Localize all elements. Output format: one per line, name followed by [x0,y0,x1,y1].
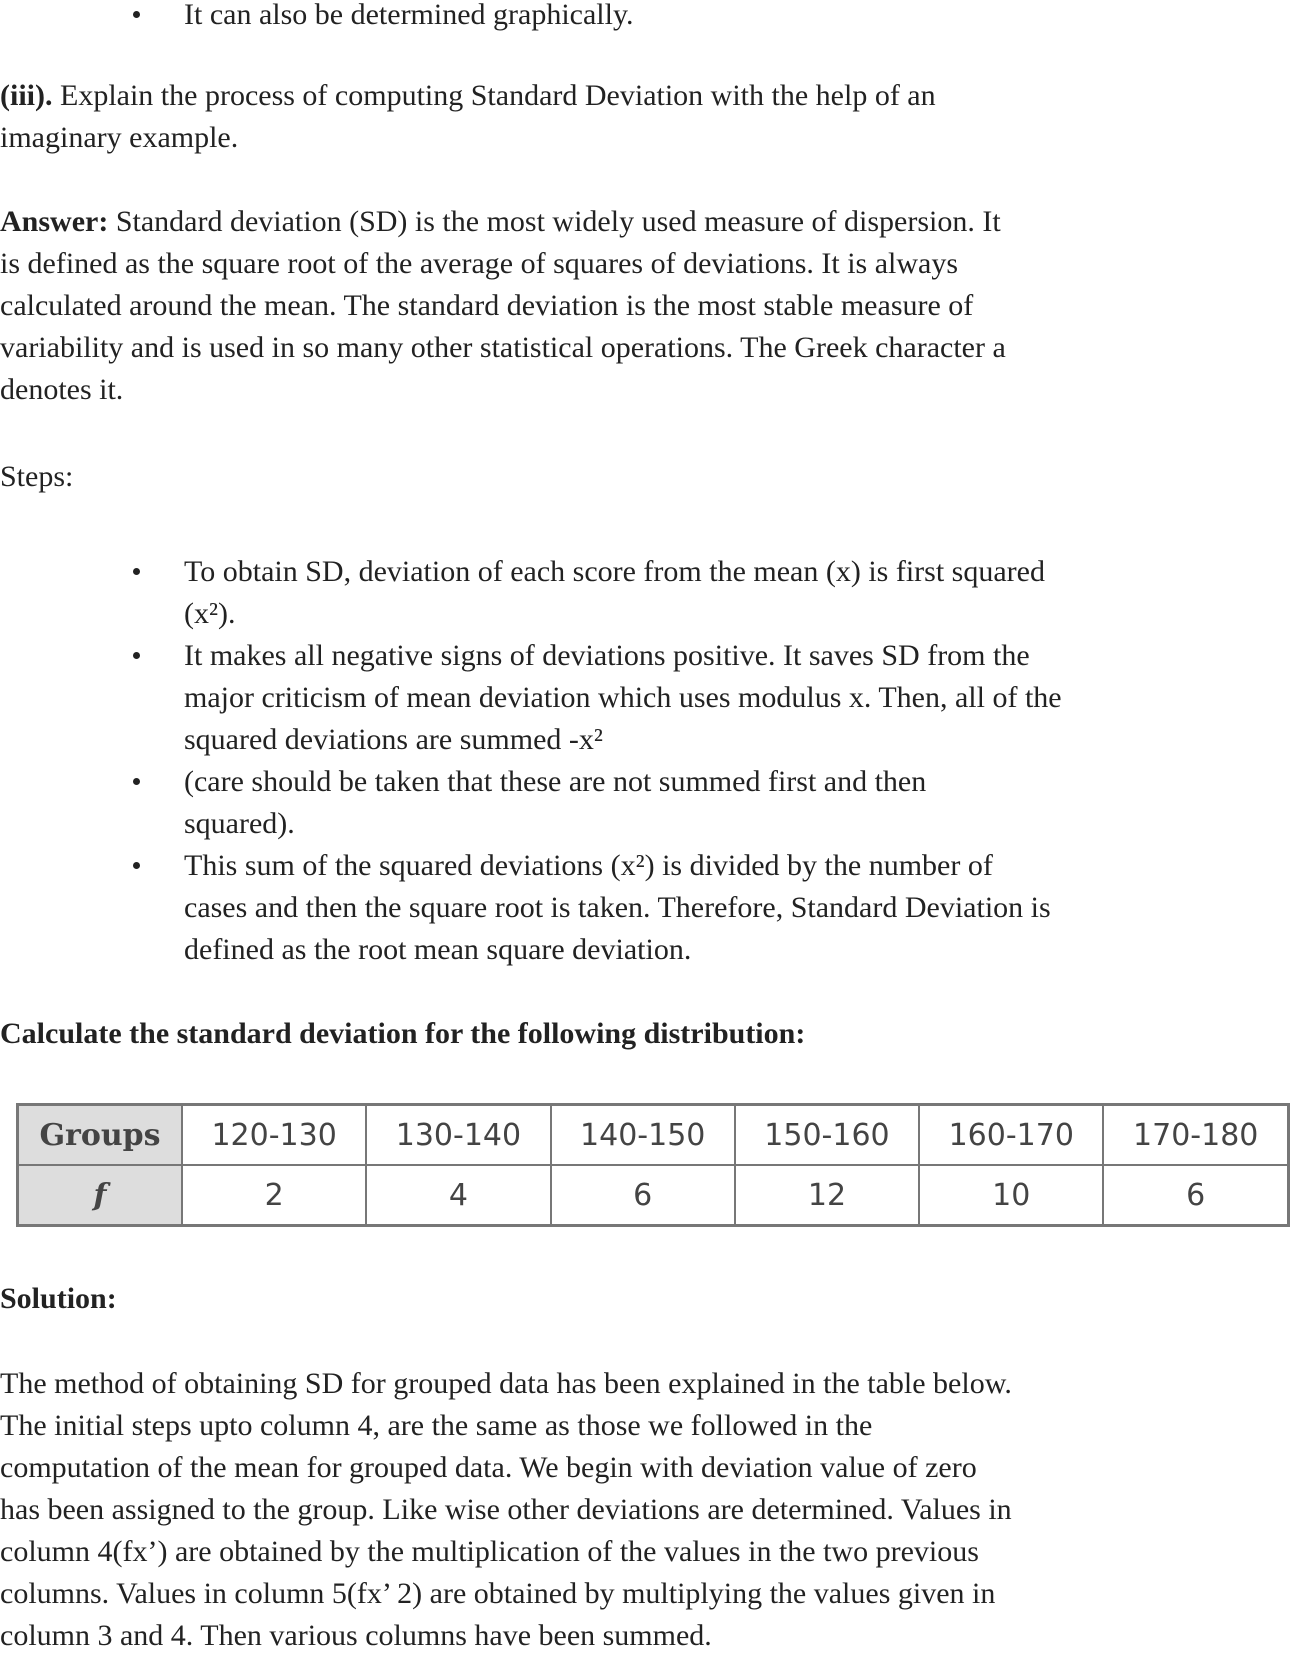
row-header: Groups [18,1105,183,1166]
step-item [184,551,1296,635]
step-item [184,845,1296,971]
table-cell: 170-180 [1103,1105,1288,1166]
solution-line: The method of obtaining SD for grouped data has been explained in the table below. [0,1367,1012,1400]
step-text: cases and then the square root is taken. Therefore, Standard Deviation is [184,891,1051,924]
bullet-icon [133,652,140,659]
answer-text: calculated around the mean. The standard deviation is the most stable measure of [0,289,974,322]
bullet-icon [133,11,140,18]
step-text: squared). [184,807,295,840]
answer-text: denotes it. [0,373,124,406]
step-text: This sum of the squared deviations (x²) is divided by the number of [184,849,993,882]
answer [0,201,1296,411]
solution-line: columns. Values in column 5(fx’ 2) are obtained by multiplying the values given in [0,1577,996,1610]
table-cell: 140-150 [551,1105,735,1166]
table-cell: 10 [919,1165,1103,1226]
solution-text [0,1363,1296,1657]
step-text: (care should be taken that these are not summed first and then [184,765,927,798]
table-row [18,1165,1289,1226]
table-cell: 160-170 [919,1105,1103,1166]
steps-label: Steps: [0,460,74,493]
table-cell: 2 [182,1165,366,1226]
solution-label: Solution: [0,1282,117,1315]
question-text: imaginary example. [0,121,239,154]
step-item [184,761,1296,845]
question-label: (iii). [0,79,53,112]
answer-text: is defined as the square root of the average of squares of deviations. It is always [0,247,959,280]
calc-heading: Calculate the standard deviation for the following distribution: [0,1017,806,1050]
step-text: It makes all negative signs of deviations positive. It saves SD from the [184,639,1030,672]
table-cell: 6 [551,1165,735,1226]
step-text: major criticism of mean deviation which uses modulus x. Then, all of the [184,681,1062,714]
step-text: defined as the root mean square deviation. [184,933,692,966]
row-header: f [18,1165,183,1226]
question [0,75,1296,159]
step-text: squared deviations are summed -x² [184,723,603,756]
step-text: (x²). [184,597,236,630]
solution-line: The initial steps upto column 4, are the same as those we followed in the [0,1409,873,1442]
question-text: Explain the process of computing Standard Deviation with the help of an [52,79,936,112]
frequency-table [16,1103,1290,1227]
step-text: To obtain SD, deviation of each score from the mean (x) is first squared [184,555,1045,588]
table-cell: 120-130 [182,1105,366,1166]
bullet-icon [133,568,140,575]
table-cell: 6 [1103,1165,1288,1226]
answer-label: Answer: [0,205,109,238]
table-cell: 12 [735,1165,919,1226]
answer-text: Standard deviation (SD) is the most widely used measure of dispersion. It [108,205,1001,238]
table-row [18,1105,1289,1166]
solution-line: computation of the mean for grouped data. We begin with deviation value of zero [0,1451,977,1484]
answer-text: variability and is used in so many other statistical operations. The Greek character a [0,331,1006,364]
bullet-icon [133,862,140,869]
bullet-text: It can also be determined graphically. [184,0,634,31]
bullet-icon [133,778,140,785]
table-cell: 130-140 [366,1105,550,1166]
solution-line: column 4(fx’) are obtained by the multiplication of the values in the two previous [0,1535,979,1568]
solution-line: column 3 and 4. Then various columns have been summed. [0,1619,712,1652]
table-cell: 150-160 [735,1105,919,1166]
solution-line: has been assigned to the group. Like wise other deviations are determined. Values in [0,1493,1012,1526]
step-item [184,635,1296,761]
table-cell: 4 [366,1165,550,1226]
